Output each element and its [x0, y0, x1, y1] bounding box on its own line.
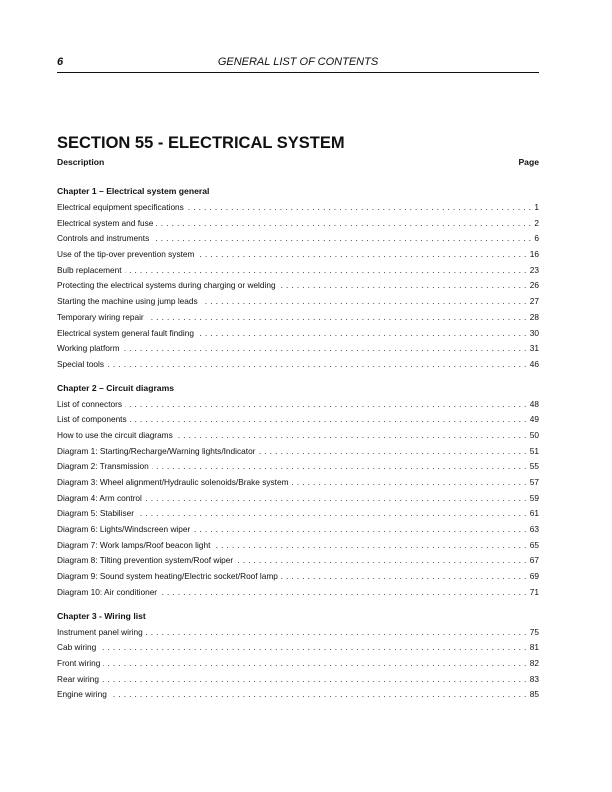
section-title: SECTION 55 - ELECTRICAL SYSTEM [57, 134, 345, 152]
toc-entry-label: Electrical system and fuse [57, 217, 154, 228]
dot-leader [146, 625, 527, 641]
table-of-contents [57, 182, 539, 709]
toc-entry[interactable] [57, 310, 539, 326]
dot-leader [110, 687, 527, 703]
toc-entry[interactable] [57, 278, 539, 294]
toc-entry-label: Electrical system general fault finding [57, 327, 194, 338]
toc-entry[interactable] [57, 672, 539, 688]
toc-entry-page: 16 [529, 249, 539, 260]
dot-leader [281, 569, 527, 585]
toc-entry-page: 61 [529, 508, 539, 519]
dot-leader [145, 491, 527, 507]
toc-entry-page: 31 [529, 343, 539, 354]
toc-entry[interactable] [57, 687, 539, 703]
dot-leader [197, 326, 527, 342]
toc-entry-label: Protecting the electrical systems during charging or welding [57, 280, 276, 291]
toc-entry-page: 63 [529, 524, 539, 535]
dot-leader [130, 412, 527, 428]
chapter-1 [57, 182, 539, 373]
toc-entry-page: 26 [529, 280, 539, 291]
toc-entry-page: 67 [529, 555, 539, 566]
toc-entry-label: Diagram 8: Tilting prevention system/Roof wiper [57, 555, 234, 566]
toc-entry-label: Instrument panel wiring [57, 626, 143, 637]
column-headers [57, 157, 539, 167]
dot-leader [193, 522, 527, 538]
toc-entry[interactable] [57, 200, 539, 216]
toc-entry-label: Special tools [57, 358, 105, 369]
dot-leader [123, 341, 527, 357]
toc-entry-label: Diagram 1: Starting/Recharge/Warning lights/Indicator [57, 445, 256, 456]
toc-entry-page: 30 [529, 327, 539, 338]
toc-entry[interactable] [57, 326, 539, 342]
dot-leader [147, 310, 527, 326]
toc-entry[interactable] [57, 625, 539, 641]
toc-entry-page: 81 [529, 642, 539, 653]
toc-entry-page: 49 [529, 414, 539, 425]
toc-entry-page: 28 [529, 311, 539, 322]
toc-entry[interactable] [57, 553, 539, 569]
toc-entry-label: Working platform [57, 343, 120, 354]
toc-entry-page: 46 [529, 358, 539, 369]
toc-entry[interactable] [57, 522, 539, 538]
toc-entry[interactable] [57, 294, 539, 310]
toc-entry-page: 50 [529, 429, 539, 440]
chapter-title: Chapter 1 – Electrical system general [57, 186, 210, 196]
toc-entry-label: Temporary wiring repair [57, 311, 144, 322]
dot-leader [137, 506, 527, 522]
toc-entry-page: 1 [534, 202, 539, 212]
dot-leader [160, 585, 527, 601]
toc-entry-label: Diagram 6: Lights/Windscreen wiper [57, 524, 191, 535]
toc-entry[interactable] [57, 397, 539, 413]
toc-entry-label: Engine wiring [57, 689, 107, 700]
dot-leader [102, 672, 527, 688]
toc-entry[interactable] [57, 412, 539, 428]
toc-entry-page: 83 [529, 673, 539, 684]
dot-leader [152, 459, 527, 475]
toc-entry[interactable] [57, 569, 539, 585]
dot-leader [156, 216, 531, 232]
toc-entry[interactable] [57, 444, 539, 460]
dot-leader [103, 656, 526, 672]
toc-entry-label: Cab wiring [57, 642, 97, 653]
chapter-3 [57, 607, 539, 703]
chapter-title: Chapter 2 – Circuit diagrams [57, 382, 175, 393]
toc-entry-label: Diagram 5: Stabiliser [57, 508, 135, 519]
dot-leader [197, 247, 526, 263]
toc-entry-page: 59 [529, 492, 539, 503]
toc-entry[interactable] [57, 491, 539, 507]
chapter-2 [57, 379, 539, 601]
dot-leader [279, 278, 527, 294]
dot-leader [187, 200, 532, 216]
dot-leader [107, 357, 527, 373]
toc-entry[interactable] [57, 475, 539, 491]
page-header-label: Page [518, 157, 539, 167]
toc-entry[interactable] [57, 656, 539, 672]
toc-entry[interactable] [57, 585, 539, 601]
toc-entry-label: Starting the machine using jump leads [57, 296, 198, 307]
toc-entry-page: 55 [529, 461, 539, 472]
toc-entry-label: List of connectors [57, 398, 123, 409]
toc-entry[interactable] [57, 357, 539, 373]
description-header: Description [57, 157, 105, 167]
toc-entry[interactable] [57, 247, 539, 263]
toc-entry-page: 85 [529, 689, 539, 700]
toc-entry-page: 57 [529, 477, 539, 487]
toc-entry-page: 6 [534, 233, 539, 244]
toc-entry[interactable] [57, 216, 539, 232]
toc-entry-label: How to use the circuit diagrams [57, 429, 173, 440]
toc-entry[interactable] [57, 428, 539, 444]
dot-leader [152, 231, 531, 247]
toc-entry-page: 23 [529, 264, 539, 275]
dot-leader [99, 640, 527, 656]
toc-entry-label: Front wiring [57, 657, 101, 668]
toc-entry-label: Controls and instruments [57, 233, 150, 244]
toc-entry-page: 82 [529, 657, 539, 668]
toc-entry-label: Diagram 7: Work lamps/Roof beacon light [57, 539, 211, 550]
toc-entry[interactable] [57, 506, 539, 522]
toc-entry-page: 48 [529, 398, 539, 409]
toc-entry-label: Bulb replacement [57, 264, 122, 275]
chapter-title: Chapter 3 - Wiring list [57, 610, 146, 621]
header-title: GENERAL LIST OF CONTENTS [217, 56, 379, 68]
dot-leader [176, 428, 527, 444]
toc-entry-label: Diagram 3: Wheel alignment/Hydraulic solenoids/Brake system [57, 477, 289, 487]
toc-entry[interactable] [57, 231, 539, 247]
page-number: 6 [57, 56, 64, 68]
toc-entry-label: Diagram 9: Sound system heating/Electric socket/Roof lamp [57, 571, 278, 582]
dot-leader [125, 397, 527, 413]
toc-entry-label: Electrical equipment specifications [57, 202, 184, 212]
toc-entry-page: 71 [529, 586, 539, 597]
toc-entry-label: Diagram 2: Transmission [57, 461, 149, 472]
toc-entry-page: 65 [529, 539, 539, 550]
toc-entry-page: 27 [529, 296, 539, 307]
toc-entry-page: 51 [529, 445, 539, 456]
dot-leader [292, 475, 527, 491]
toc-entry-label: Diagram 10: Air conditioner [57, 586, 158, 597]
dot-leader [236, 553, 527, 569]
dot-leader [125, 263, 527, 279]
dot-leader [258, 444, 526, 460]
toc-entry-label: Rear wiring [57, 673, 99, 684]
toc-entry[interactable] [57, 263, 539, 279]
toc-entry-label: Diagram 4: Arm control [57, 492, 142, 503]
toc-entry[interactable] [57, 640, 539, 656]
dot-leader [201, 294, 527, 310]
toc-entry-page: 2 [534, 217, 539, 228]
page-header [57, 56, 539, 73]
toc-entry-page: 69 [529, 571, 539, 582]
toc-entry-label: List of components [57, 414, 127, 425]
toc-entry[interactable] [57, 459, 539, 475]
toc-entry[interactable] [57, 538, 539, 554]
toc-entry[interactable] [57, 341, 539, 357]
toc-entry-page: 75 [529, 626, 539, 637]
toc-entry-label: Use of the tip-over prevention system [57, 249, 195, 260]
dot-leader [213, 538, 526, 554]
